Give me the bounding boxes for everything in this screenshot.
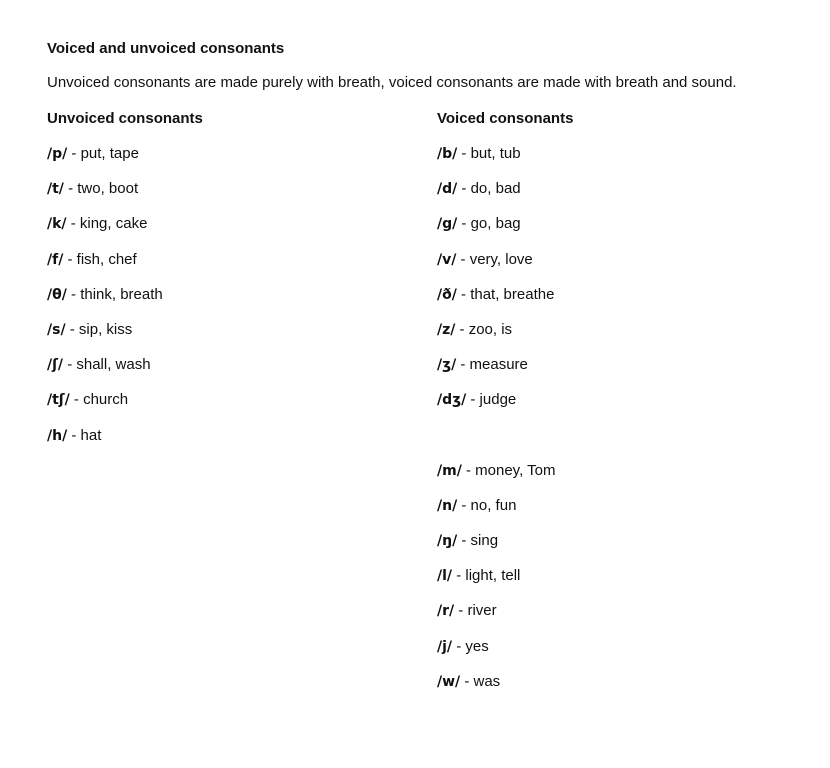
phoneme-symbol: /r/ bbox=[437, 603, 455, 620]
example-words: - sing bbox=[457, 532, 499, 550]
consonant-row bbox=[47, 390, 387, 425]
phoneme-symbol: /ʃ/ bbox=[47, 357, 64, 374]
phoneme-symbol: /θ/ bbox=[47, 286, 67, 303]
example-words: - that, breathe bbox=[456, 285, 555, 303]
example-words: - sip, kiss bbox=[65, 320, 133, 338]
consonant-row bbox=[437, 214, 797, 249]
consonant-row bbox=[437, 566, 797, 601]
phoneme-symbol: /j/ bbox=[437, 638, 453, 655]
phoneme-symbol: /dʒ/ bbox=[437, 392, 467, 409]
consonant-row bbox=[437, 179, 797, 214]
phoneme-symbol: /v/ bbox=[437, 251, 457, 268]
consonant-row bbox=[437, 601, 797, 636]
spacer bbox=[437, 426, 797, 461]
voiced-column bbox=[437, 109, 797, 707]
document-title: Voiced and unvoiced consonants bbox=[47, 40, 285, 57]
example-words: - no, fun bbox=[457, 496, 517, 514]
consonant-row bbox=[47, 355, 387, 390]
phoneme-symbol: /k/ bbox=[47, 216, 67, 233]
consonant-row bbox=[437, 496, 797, 531]
example-words: - yes bbox=[452, 637, 489, 655]
phoneme-symbol: /ð/ bbox=[437, 286, 457, 303]
example-words: - hat bbox=[67, 426, 102, 444]
unvoiced-header: Unvoiced consonants bbox=[47, 110, 203, 127]
consonant-row bbox=[47, 320, 387, 355]
phoneme-symbol: /g/ bbox=[437, 216, 458, 233]
consonant-row bbox=[47, 426, 387, 461]
phoneme-symbol: /p/ bbox=[47, 146, 68, 162]
consonant-row bbox=[437, 355, 797, 390]
phoneme-symbol: /d/ bbox=[437, 181, 458, 198]
consonant-row bbox=[47, 179, 387, 214]
consonant-row bbox=[437, 461, 797, 496]
example-words: - put, tape bbox=[67, 145, 139, 162]
example-words: - judge bbox=[466, 391, 517, 409]
consonant-row bbox=[437, 390, 797, 425]
example-words: - go, bag bbox=[457, 215, 521, 233]
example-words: - think, breath bbox=[66, 285, 163, 303]
example-words: - measure bbox=[456, 356, 528, 374]
phoneme-symbol: /n/ bbox=[437, 497, 458, 514]
consonant-row bbox=[437, 285, 797, 320]
consonant-row bbox=[47, 250, 387, 285]
example-words: - king, cake bbox=[66, 215, 148, 233]
unvoiced-column bbox=[47, 109, 387, 461]
phoneme-symbol: /tʃ/ bbox=[47, 392, 70, 409]
example-words: - do, bad bbox=[457, 180, 521, 198]
consonant-row bbox=[437, 672, 797, 707]
example-words: - light, tell bbox=[452, 567, 521, 585]
consonant-row bbox=[437, 250, 797, 285]
phoneme-symbol: /b/ bbox=[437, 146, 458, 162]
example-words: - two, boot bbox=[63, 180, 139, 198]
consonant-row bbox=[47, 144, 387, 179]
phoneme-symbol: /s/ bbox=[47, 321, 66, 338]
phoneme-symbol: /l/ bbox=[437, 568, 453, 585]
phoneme-symbol: /h/ bbox=[47, 427, 68, 444]
phoneme-symbol: /ʒ/ bbox=[437, 357, 457, 374]
consonant-row bbox=[437, 320, 797, 355]
example-words: - river bbox=[454, 602, 497, 620]
example-words: - zoo, is bbox=[455, 320, 513, 338]
phoneme-symbol: /w/ bbox=[437, 673, 461, 690]
example-words: - but, tub bbox=[457, 145, 521, 162]
example-words: - church bbox=[69, 391, 129, 409]
consonant-row bbox=[47, 214, 387, 249]
phoneme-symbol: /f/ bbox=[47, 251, 64, 268]
consonant-row bbox=[437, 637, 797, 672]
example-words: - very, love bbox=[456, 250, 533, 268]
example-words: - money, Tom bbox=[461, 461, 556, 479]
intro-paragraph: Unvoiced consonants are made purely with breath, voiced consonants are made with breath and sound. bbox=[47, 74, 737, 91]
example-words: - was bbox=[460, 672, 501, 690]
example-words: - shall, wash bbox=[63, 356, 151, 374]
phoneme-symbol: /t/ bbox=[47, 181, 64, 198]
consonant-row bbox=[47, 285, 387, 320]
phoneme-symbol: /m/ bbox=[437, 462, 462, 479]
phoneme-symbol: /z/ bbox=[437, 321, 456, 338]
consonant-row bbox=[437, 531, 797, 566]
example-words: - fish, chef bbox=[63, 250, 137, 268]
consonant-row bbox=[437, 144, 797, 179]
voiced-header: Voiced consonants bbox=[437, 110, 574, 127]
phoneme-symbol: /ŋ/ bbox=[437, 533, 458, 550]
